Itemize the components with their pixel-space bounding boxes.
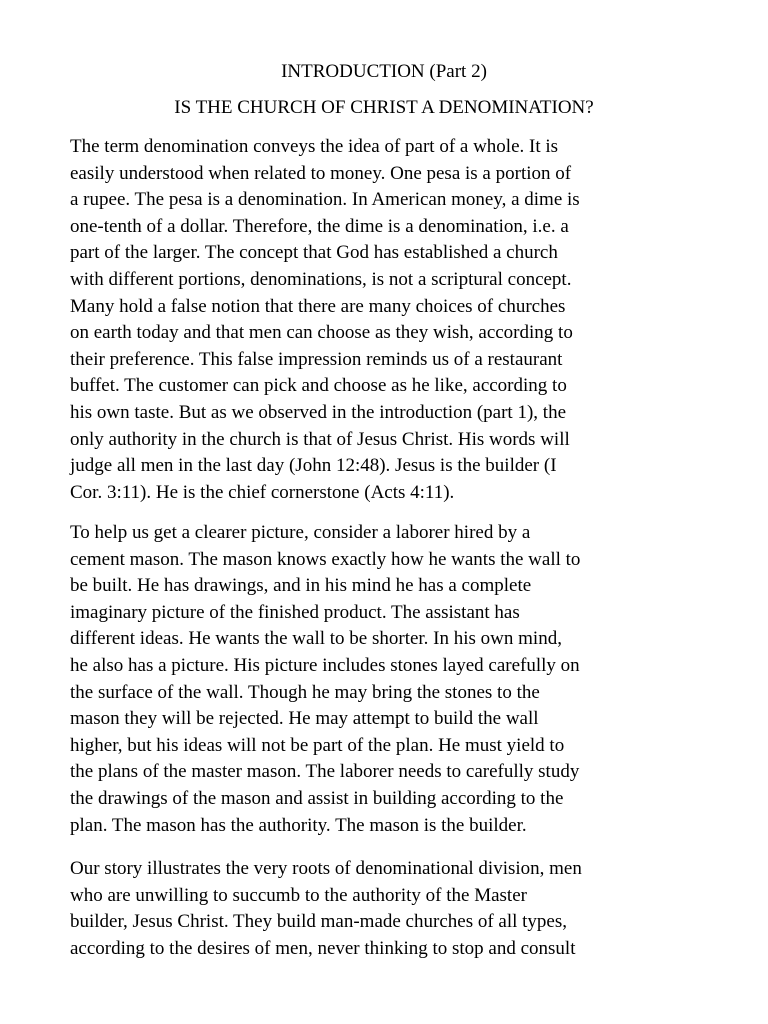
text-line: judge all men in the last day (John 12:48). Jesus is the builder (I bbox=[70, 455, 557, 477]
text-line: who are unwilling to succumb to the authority of the Master bbox=[70, 884, 527, 906]
text-line: mason they will be rejected. He may attempt to build the wall bbox=[70, 708, 539, 730]
text-line: higher, but his ideas will not be part of the plan. He must yield to bbox=[70, 734, 565, 756]
text-line: part of the larger. The concept that God has established a church bbox=[70, 242, 558, 264]
document-subtitle: IS THE CHURCH OF CHRIST A DENOMINATION? bbox=[174, 97, 594, 118]
paragraph-1 bbox=[70, 134, 710, 506]
text-line: only authority in the church is that of Jesus Christ. His words will bbox=[70, 428, 570, 450]
text-line: according to the desires of men, never thinking to stop and consult bbox=[70, 937, 576, 959]
text-line: different ideas. He wants the wall to be shorter. In his own mind, bbox=[70, 628, 562, 650]
text-line: their preference. This false impression reminds us of a restaurant bbox=[70, 348, 563, 370]
text-line: Our story illustrates the very roots of denominational division, men bbox=[70, 858, 582, 879]
text-line: one-tenth of a dollar. Therefore, the dime is a denomination, i.e. a bbox=[70, 215, 569, 237]
text-line: buffet. The customer can pick and choose as he like, according to bbox=[70, 375, 567, 397]
paragraph-3 bbox=[70, 856, 710, 962]
text-line: with different portions, denominations, is not a scriptural concept. bbox=[70, 268, 572, 290]
text-line: his own taste. But as we observed in the introduction (part 1), the bbox=[70, 401, 567, 423]
paragraph-2 bbox=[70, 520, 710, 839]
text-line: the drawings of the mason and assist in building according to the bbox=[70, 787, 564, 809]
text-line: Cor. 3:11). He is the chief cornerstone (Acts 4:11). bbox=[70, 481, 455, 503]
text-line: plan. The mason has the authority. The mason is the builder. bbox=[70, 814, 527, 836]
text-line: Many hold a false notion that there are many choices of churches bbox=[70, 295, 566, 317]
text-line: on earth today and that men can choose as they wish, according to bbox=[70, 322, 573, 344]
text-line: imaginary picture of the finished product. The assistant has bbox=[70, 601, 520, 623]
text-line: the surface of the wall. Though he may bring the stones to the bbox=[70, 681, 540, 703]
text-line: cement mason. The mason knows exactly how he wants the wall to bbox=[70, 548, 581, 570]
text-line: the plans of the master mason. The laborer needs to carefully study bbox=[70, 761, 580, 783]
text-line: a rupee. The pesa is a denomination. In American money, a dime is bbox=[70, 189, 580, 211]
text-line: To help us get a clearer picture, consider a laborer hired by a bbox=[70, 522, 531, 543]
text-line: easily understood when related to money. One pesa is a portion of bbox=[70, 162, 572, 184]
text-line: he also has a picture. His picture includes stones layed carefully on bbox=[70, 654, 580, 676]
text-line: be built. He has drawings, and in his mind he has a complete bbox=[70, 575, 532, 597]
document-title: INTRODUCTION (Part 2) bbox=[281, 61, 487, 82]
text-line: builder, Jesus Christ. They build man-made churches of all types, bbox=[70, 911, 568, 933]
text-line: The term denomination conveys the idea of part of a whole. It is bbox=[70, 136, 559, 157]
